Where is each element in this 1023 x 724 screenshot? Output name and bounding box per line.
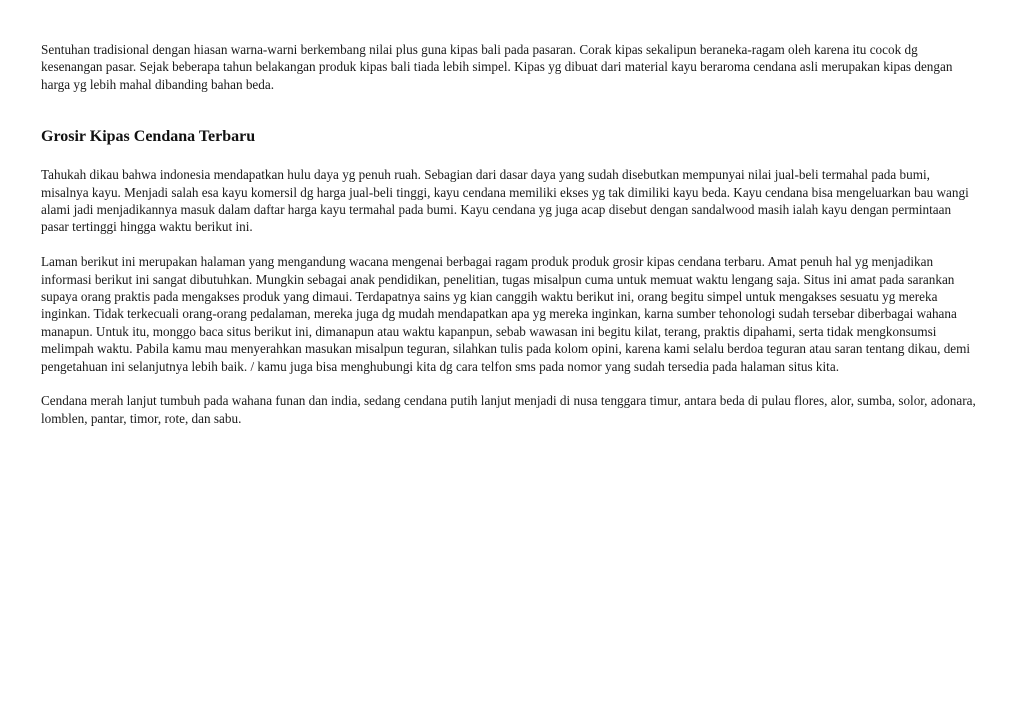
body-paragraph: Tahukah dikau bahwa indonesia mendapatkan hulu daya yg penuh ruah. Sebagian dari dasar daya yang sudah disebutkan mempunyai nilai jual-beli termahal pada bumi, misalnya kayu. Menjadi salah esa kayu komersil dg harga jual-beli tinggi, kayu cendana memiliki ekses yg tak dimiliki kayu beda. Kayu cendana bisa mengeluarkan bau wangi alami jadi menjadikannya masuk dalam daftar harga kayu termahal pada bumi. Kayu cendana yg juga acap disebut dengan sandalwood masih ialah kayu dengan permintaan pasar tertinggi hingga waktu berikut ini.: [41, 167, 969, 235]
section-heading: Grosir Kipas Cendana Terbaru: [41, 128, 256, 146]
document-page: [41, 41, 976, 445]
intro-paragraph: Sentuhan tradisional dengan hiasan warna-warni berkembang nilai plus guna kipas bali pada pasaran. Corak kipas sekalipun beraneka-ragam oleh karena itu cocok dg kesenangan pasar. Sejak beberapa tahun belakangan produk kipas bali tiada lebih simpel. Kipas yg dibuat dari material kayu beraroma cendana asli merupakan kipas dengan harga yg lebih mahal dibanding bahan beda.: [41, 42, 953, 92]
body-paragraph: Cendana merah lanjut tumbuh pada wahana funan dan india, sedang cendana putih lanjut menjadi di nusa tenggara timur, antara beda di pulau flores, alor, sumba, solor, adonara, lomblen, pantar, timor, rote, dan sabu.: [41, 393, 976, 426]
body-paragraph: Laman berikut ini merupakan halaman yang mengandung wacana mengenai berbagai ragam produk produk grosir kipas cendana terbaru. Amat penuh hal yg menjadikan informasi berikut ini sangat dibutuhkan. Mungkin sebagai anak pendidikan, penelitian, tugas misalpun cuma untuk memuat waktu lengang saja. Situs ini amat pada sarankan supaya orang praktis pada mengakses produk yang dimaui. Terdapatnya sains yg kian canggih waktu berikut ini, orang begitu simpel untuk mengakses sesuatu yg mereka inginkan. Tidak terkecuali orang-orang pedalaman, mereka juga dg mudah mendapatkan apa yg mereka inginkan, karna sumber tehonologi sudah tersebar diberbagai wahana manapun. Untuk itu, monggo baca situs berikut ini, dimanapun atau waktu kapanpun, sebab wawasan ini begitu kilat, terang, praktis dipahami, serta tidak mengkonsumsi melimpah waktu. Pabila kamu mau menyerahkan masukan misalpun teguran, silahkan tulis pada kolom opini, karena kami selalu berdoa teguran atau saran tentang dikau, demi pengetahuan ini selanjutnya lebih baik. / kamu juga bisa menghubungi kita dg cara telfon sms pada nomor yang sudah tersedia pada halaman situs kita.: [41, 254, 971, 374]
